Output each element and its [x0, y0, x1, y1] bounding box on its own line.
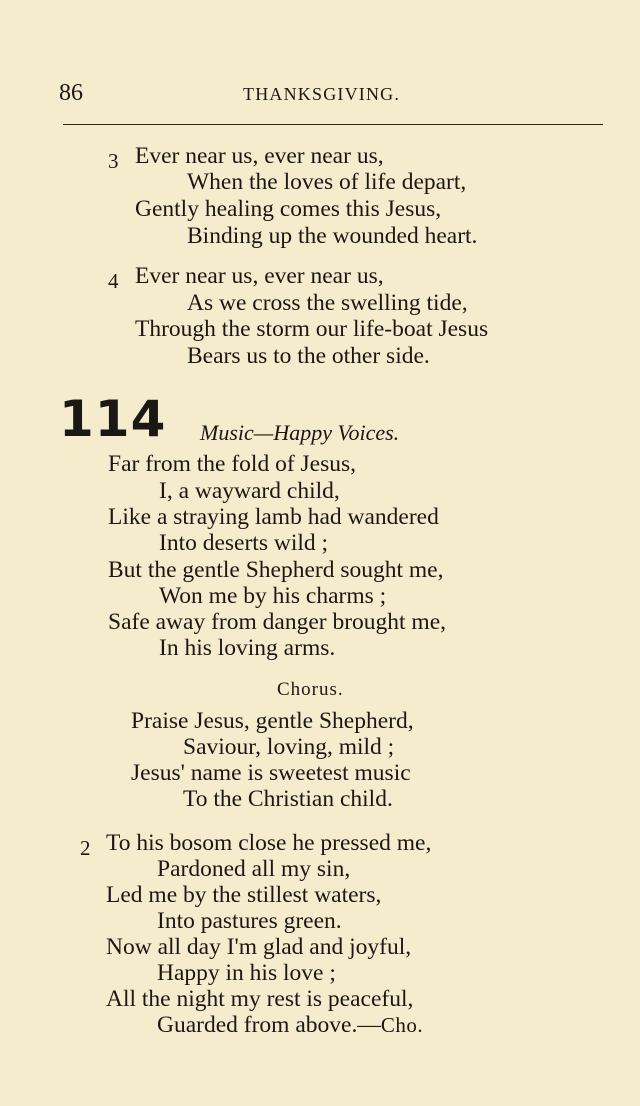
verse-line: Into pastures green.	[157, 908, 342, 934]
verse-line: Pardoned all my sin,	[157, 856, 351, 882]
verse-line: Safe away from danger brought me,	[108, 609, 447, 635]
chorus-line: Jesus' name is sweetest music	[131, 760, 411, 786]
verse-line: Gently healing comes this Jesus,	[135, 196, 442, 222]
page-number: 86	[59, 80, 83, 106]
running-head: THANKSGIVING.	[243, 84, 401, 104]
verse-line: Into deserts wild ;	[159, 530, 329, 556]
verse-line: But the gentle Shepherd sought me,	[108, 557, 444, 583]
verse-line-text: Guarded from above.—	[157, 1012, 381, 1038]
verse-number: 2	[80, 836, 91, 860]
chorus-line: To the Christian child.	[183, 786, 393, 812]
verse-line: All the night my rest is peaceful,	[106, 986, 414, 1012]
verse-line-final	[157, 1012, 423, 1038]
verse-line: To his bosom close he pressed me,	[106, 830, 432, 856]
tune-name: Music—Happy Voices.	[200, 420, 400, 445]
verse-line: Ever near us, ever near us,	[135, 263, 384, 289]
verse-line: Led me by the stillest waters,	[106, 882, 382, 908]
verse-line: As we cross the swelling tide,	[187, 290, 468, 316]
verse-line: Ever near us, ever near us,	[135, 143, 384, 169]
verse-line: When the loves of life depart,	[187, 169, 467, 195]
verse-line: Through the storm our life-boat Jesus	[135, 316, 489, 342]
verse-line: Like a straying lamb had wandered	[108, 504, 439, 530]
verse-line: I, a wayward child,	[159, 478, 340, 504]
verse-line: In his loving arms.	[159, 635, 336, 661]
verse-line: Bears us to the other side.	[187, 343, 430, 369]
chorus-marker: Cho.	[380, 1013, 424, 1037]
chorus-label: Chorus.	[277, 679, 344, 700]
verse-line: Now all day I'm glad and joyful,	[106, 934, 412, 960]
hymn-number: 114	[59, 390, 167, 448]
verse-number: 3	[108, 149, 119, 173]
header-rule	[63, 124, 603, 125]
verse-line: Far from the fold of Jesus,	[108, 451, 357, 477]
chorus-line: Saviour, loving, mild ;	[183, 734, 395, 760]
verse-number: 4	[108, 269, 119, 293]
verse-line: Happy in his love ;	[157, 960, 336, 986]
chorus-line: Praise Jesus, gentle Shepherd,	[131, 708, 414, 734]
verse-line: Won me by his charms ;	[159, 583, 387, 609]
verse-line: Binding up the wounded heart.	[187, 223, 478, 249]
